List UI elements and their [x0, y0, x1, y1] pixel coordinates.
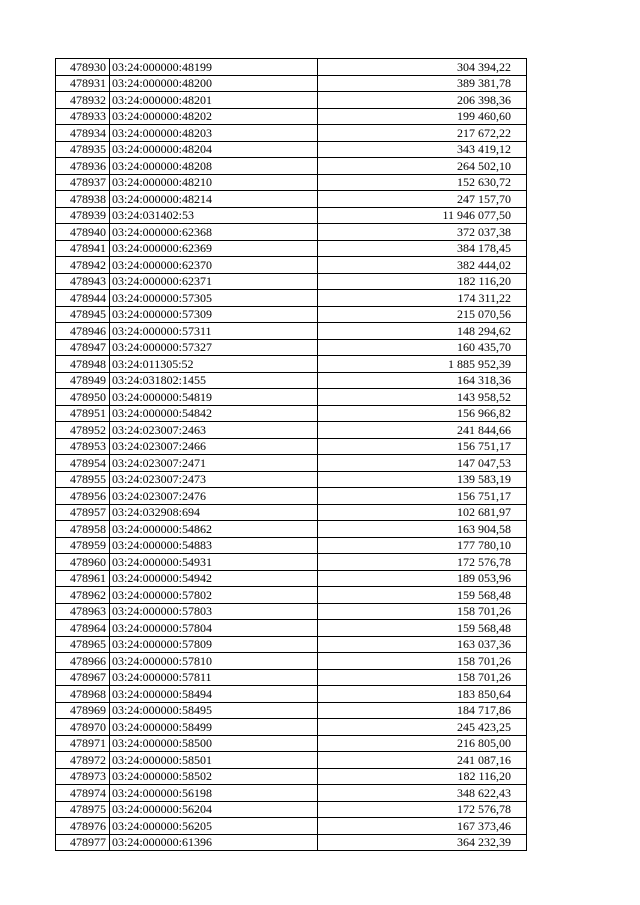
table-row: [56, 405, 527, 422]
table-row: [56, 59, 527, 76]
row-number-cell: 478951: [56, 405, 110, 422]
cadastral-value-cell: 148 294,62: [318, 323, 527, 340]
table-row: [56, 339, 527, 356]
table-row: [56, 389, 527, 406]
row-number-cell: 478964: [56, 620, 110, 637]
table-row: [56, 702, 527, 719]
cadastral-number-cell: 03:24:000000:57803: [110, 603, 318, 620]
table-row: [56, 752, 527, 769]
row-number-cell: 478953: [56, 438, 110, 455]
table-row: [56, 834, 527, 851]
row-number-cell: 478930: [56, 59, 110, 76]
cadastral-number-cell: 03:24:000000:58494: [110, 686, 318, 703]
cadastral-value-table: [55, 58, 527, 851]
table-row: [56, 669, 527, 686]
row-number-cell: 478941: [56, 240, 110, 257]
cadastral-value-cell: 102 681,97: [318, 504, 527, 521]
cadastral-number-cell: 03:24:000000:58500: [110, 735, 318, 752]
cadastral-value-cell: 158 701,26: [318, 669, 527, 686]
row-number-cell: 478958: [56, 521, 110, 538]
row-number-cell: 478977: [56, 834, 110, 851]
cadastral-number-cell: 03:24:000000:48199: [110, 59, 318, 76]
cadastral-value-cell: 158 701,26: [318, 603, 527, 620]
table-row: [56, 290, 527, 307]
cadastral-number-cell: 03:24:023007:2466: [110, 438, 318, 455]
table-row: [56, 158, 527, 175]
table-row: [56, 125, 527, 142]
table-row: [56, 141, 527, 158]
cadastral-number-cell: 03:24:000000:58499: [110, 719, 318, 736]
cadastral-number-cell: 03:24:023007:2471: [110, 455, 318, 472]
row-number-cell: 478963: [56, 603, 110, 620]
row-number-cell: 478939: [56, 207, 110, 224]
cadastral-value-cell: 172 576,78: [318, 801, 527, 818]
row-number-cell: 478947: [56, 339, 110, 356]
cadastral-value-cell: 206 398,36: [318, 92, 527, 109]
row-number-cell: 478945: [56, 306, 110, 323]
cadastral-value-cell: 372 037,38: [318, 224, 527, 241]
cadastral-value-cell: 164 318,36: [318, 372, 527, 389]
row-number-cell: 478952: [56, 422, 110, 439]
row-number-cell: 478948: [56, 356, 110, 373]
cadastral-value-cell: 156 966,82: [318, 405, 527, 422]
table-row: [56, 603, 527, 620]
table-row: [56, 306, 527, 323]
row-number-cell: 478934: [56, 125, 110, 142]
cadastral-number-cell: 03:24:000000:48201: [110, 92, 318, 109]
cadastral-value-cell: 159 568,48: [318, 587, 527, 604]
table-row: [56, 471, 527, 488]
cadastral-value-cell: 156 751,17: [318, 438, 527, 455]
row-number-cell: 478956: [56, 488, 110, 505]
table-row: [56, 537, 527, 554]
cadastral-value-cell: 167 373,46: [318, 818, 527, 835]
cadastral-number-cell: 03:24:000000:61396: [110, 834, 318, 851]
row-number-cell: 478944: [56, 290, 110, 307]
table-row: [56, 735, 527, 752]
cadastral-number-cell: 03:24:000000:48210: [110, 174, 318, 191]
row-number-cell: 478946: [56, 323, 110, 340]
table-row: [56, 785, 527, 802]
cadastral-value-cell: 364 232,39: [318, 834, 527, 851]
row-number-cell: 478955: [56, 471, 110, 488]
row-number-cell: 478940: [56, 224, 110, 241]
row-number-cell: 478960: [56, 554, 110, 571]
cadastral-number-cell: 03:24:000000:54931: [110, 554, 318, 571]
table-row: [56, 191, 527, 208]
cadastral-value-cell: 304 394,22: [318, 59, 527, 76]
table-row: [56, 801, 527, 818]
table-row: [56, 224, 527, 241]
cadastral-number-cell: 03:24:000000:62368: [110, 224, 318, 241]
row-number-cell: 478972: [56, 752, 110, 769]
cadastral-number-cell: 03:24:031402:53: [110, 207, 318, 224]
cadastral-value-cell: 241 087,16: [318, 752, 527, 769]
cadastral-value-cell: 172 576,78: [318, 554, 527, 571]
cadastral-number-cell: 03:24:000000:57802: [110, 587, 318, 604]
row-number-cell: 478938: [56, 191, 110, 208]
cadastral-number-cell: 03:24:000000:54819: [110, 389, 318, 406]
cadastral-value-cell: 158 701,26: [318, 653, 527, 670]
table-row: [56, 422, 527, 439]
cadastral-number-cell: 03:24:023007:2473: [110, 471, 318, 488]
row-number-cell: 478968: [56, 686, 110, 703]
cadastral-number-cell: 03:24:000000:56205: [110, 818, 318, 835]
row-number-cell: 478950: [56, 389, 110, 406]
row-number-cell: 478937: [56, 174, 110, 191]
cadastral-number-cell: 03:24:000000:48200: [110, 75, 318, 92]
cadastral-number-cell: 03:24:000000:48208: [110, 158, 318, 175]
cadastral-number-cell: 03:24:000000:57327: [110, 339, 318, 356]
cadastral-number-cell: 03:24:000000:54942: [110, 570, 318, 587]
table-row: [56, 488, 527, 505]
row-number-cell: 478942: [56, 257, 110, 274]
cadastral-number-cell: 03:24:000000:57809: [110, 636, 318, 653]
cadastral-number-cell: 03:24:000000:56198: [110, 785, 318, 802]
table-row: [56, 686, 527, 703]
cadastral-number-cell: 03:24:000000:57810: [110, 653, 318, 670]
cadastral-value-cell: 382 444,02: [318, 257, 527, 274]
cadastral-value-cell: 177 780,10: [318, 537, 527, 554]
row-number-cell: 478936: [56, 158, 110, 175]
row-number-cell: 478954: [56, 455, 110, 472]
row-number-cell: 478973: [56, 768, 110, 785]
cadastral-value-cell: 217 672,22: [318, 125, 527, 142]
row-number-cell: 478959: [56, 537, 110, 554]
cadastral-number-cell: 03:24:000000:57311: [110, 323, 318, 340]
cadastral-number-cell: 03:24:000000:62371: [110, 273, 318, 290]
table-row: [56, 521, 527, 538]
row-number-cell: 478933: [56, 108, 110, 125]
cadastral-value-cell: 216 805,00: [318, 735, 527, 752]
row-number-cell: 478970: [56, 719, 110, 736]
cadastral-number-cell: 03:24:000000:48214: [110, 191, 318, 208]
row-number-cell: 478974: [56, 785, 110, 802]
row-number-cell: 478966: [56, 653, 110, 670]
cadastral-value-cell: 163 904,58: [318, 521, 527, 538]
cadastral-value-cell: 147 047,53: [318, 455, 527, 472]
cadastral-number-cell: 03:24:000000:57305: [110, 290, 318, 307]
cadastral-value-cell: 182 116,20: [318, 273, 527, 290]
cadastral-value-cell: 184 717,86: [318, 702, 527, 719]
row-number-cell: 478962: [56, 587, 110, 604]
cadastral-value-cell: 348 622,43: [318, 785, 527, 802]
cadastral-value-cell: 199 460,60: [318, 108, 527, 125]
cadastral-number-cell: 03:24:011305:52: [110, 356, 318, 373]
cadastral-value-cell: 389 381,78: [318, 75, 527, 92]
table-row: [56, 207, 527, 224]
table-row: [56, 356, 527, 373]
table-row: [56, 372, 527, 389]
cadastral-value-cell: 1 885 952,39: [318, 356, 527, 373]
cadastral-number-cell: 03:24:000000:56204: [110, 801, 318, 818]
row-number-cell: 478975: [56, 801, 110, 818]
row-number-cell: 478949: [56, 372, 110, 389]
cadastral-value-cell: 143 958,52: [318, 389, 527, 406]
cadastral-number-cell: 03:24:000000:48203: [110, 125, 318, 142]
cadastral-value-cell: 182 116,20: [318, 768, 527, 785]
cadastral-value-cell: 159 568,48: [318, 620, 527, 637]
cadastral-value-cell: 189 053,96: [318, 570, 527, 587]
cadastral-value-cell: 247 157,70: [318, 191, 527, 208]
cadastral-number-cell: 03:24:000000:57811: [110, 669, 318, 686]
row-number-cell: 478965: [56, 636, 110, 653]
table-row: [56, 636, 527, 653]
row-number-cell: 478976: [56, 818, 110, 835]
table-row: [56, 323, 527, 340]
cadastral-number-cell: 03:24:000000:48204: [110, 141, 318, 158]
table-row: [56, 719, 527, 736]
table-body: [56, 59, 527, 851]
cadastral-number-cell: 03:24:023007:2463: [110, 422, 318, 439]
table-row: [56, 554, 527, 571]
cadastral-number-cell: 03:24:000000:57309: [110, 306, 318, 323]
cadastral-value-cell: 264 502,10: [318, 158, 527, 175]
cadastral-number-cell: 03:24:000000:48202: [110, 108, 318, 125]
cadastral-value-cell: 139 583,19: [318, 471, 527, 488]
cadastral-value-cell: 156 751,17: [318, 488, 527, 505]
cadastral-number-cell: 03:24:000000:62370: [110, 257, 318, 274]
cadastral-number-cell: 03:24:000000:58495: [110, 702, 318, 719]
cadastral-value-cell: 174 311,22: [318, 290, 527, 307]
table-row: [56, 620, 527, 637]
cadastral-number-cell: 03:24:000000:57804: [110, 620, 318, 637]
row-number-cell: 478957: [56, 504, 110, 521]
cadastral-value-cell: 11 946 077,50: [318, 207, 527, 224]
table-row: [56, 455, 527, 472]
table-row: [56, 273, 527, 290]
table-row: [56, 75, 527, 92]
row-number-cell: 478932: [56, 92, 110, 109]
row-number-cell: 478935: [56, 141, 110, 158]
table-row: [56, 653, 527, 670]
cadastral-number-cell: 03:24:032908:694: [110, 504, 318, 521]
cadastral-value-cell: 152 630,72: [318, 174, 527, 191]
cadastral-number-cell: 03:24:023007:2476: [110, 488, 318, 505]
cadastral-value-cell: 384 178,45: [318, 240, 527, 257]
row-number-cell: 478943: [56, 273, 110, 290]
cadastral-value-cell: 241 844,66: [318, 422, 527, 439]
row-number-cell: 478969: [56, 702, 110, 719]
cadastral-number-cell: 03:24:000000:54883: [110, 537, 318, 554]
table-row: [56, 257, 527, 274]
table-row: [56, 818, 527, 835]
table-row: [56, 92, 527, 109]
table-row: [56, 438, 527, 455]
cadastral-value-cell: 163 037,36: [318, 636, 527, 653]
table-row: [56, 174, 527, 191]
row-number-cell: 478961: [56, 570, 110, 587]
cadastral-value-cell: 245 423,25: [318, 719, 527, 736]
table-row: [56, 570, 527, 587]
table-row: [56, 587, 527, 604]
cadastral-number-cell: 03:24:000000:58501: [110, 752, 318, 769]
cadastral-value-cell: 343 419,12: [318, 141, 527, 158]
cadastral-value-cell: 160 435,70: [318, 339, 527, 356]
cadastral-number-cell: 03:24:000000:54862: [110, 521, 318, 538]
table-row: [56, 108, 527, 125]
cadastral-number-cell: 03:24:031802:1455: [110, 372, 318, 389]
table-row: [56, 240, 527, 257]
cadastral-number-cell: 03:24:000000:58502: [110, 768, 318, 785]
cadastral-number-cell: 03:24:000000:62369: [110, 240, 318, 257]
cadastral-number-cell: 03:24:000000:54842: [110, 405, 318, 422]
cadastral-value-cell: 215 070,56: [318, 306, 527, 323]
row-number-cell: 478967: [56, 669, 110, 686]
row-number-cell: 478971: [56, 735, 110, 752]
row-number-cell: 478931: [56, 75, 110, 92]
table-row: [56, 768, 527, 785]
table-row: [56, 504, 527, 521]
cadastral-value-cell: 183 850,64: [318, 686, 527, 703]
